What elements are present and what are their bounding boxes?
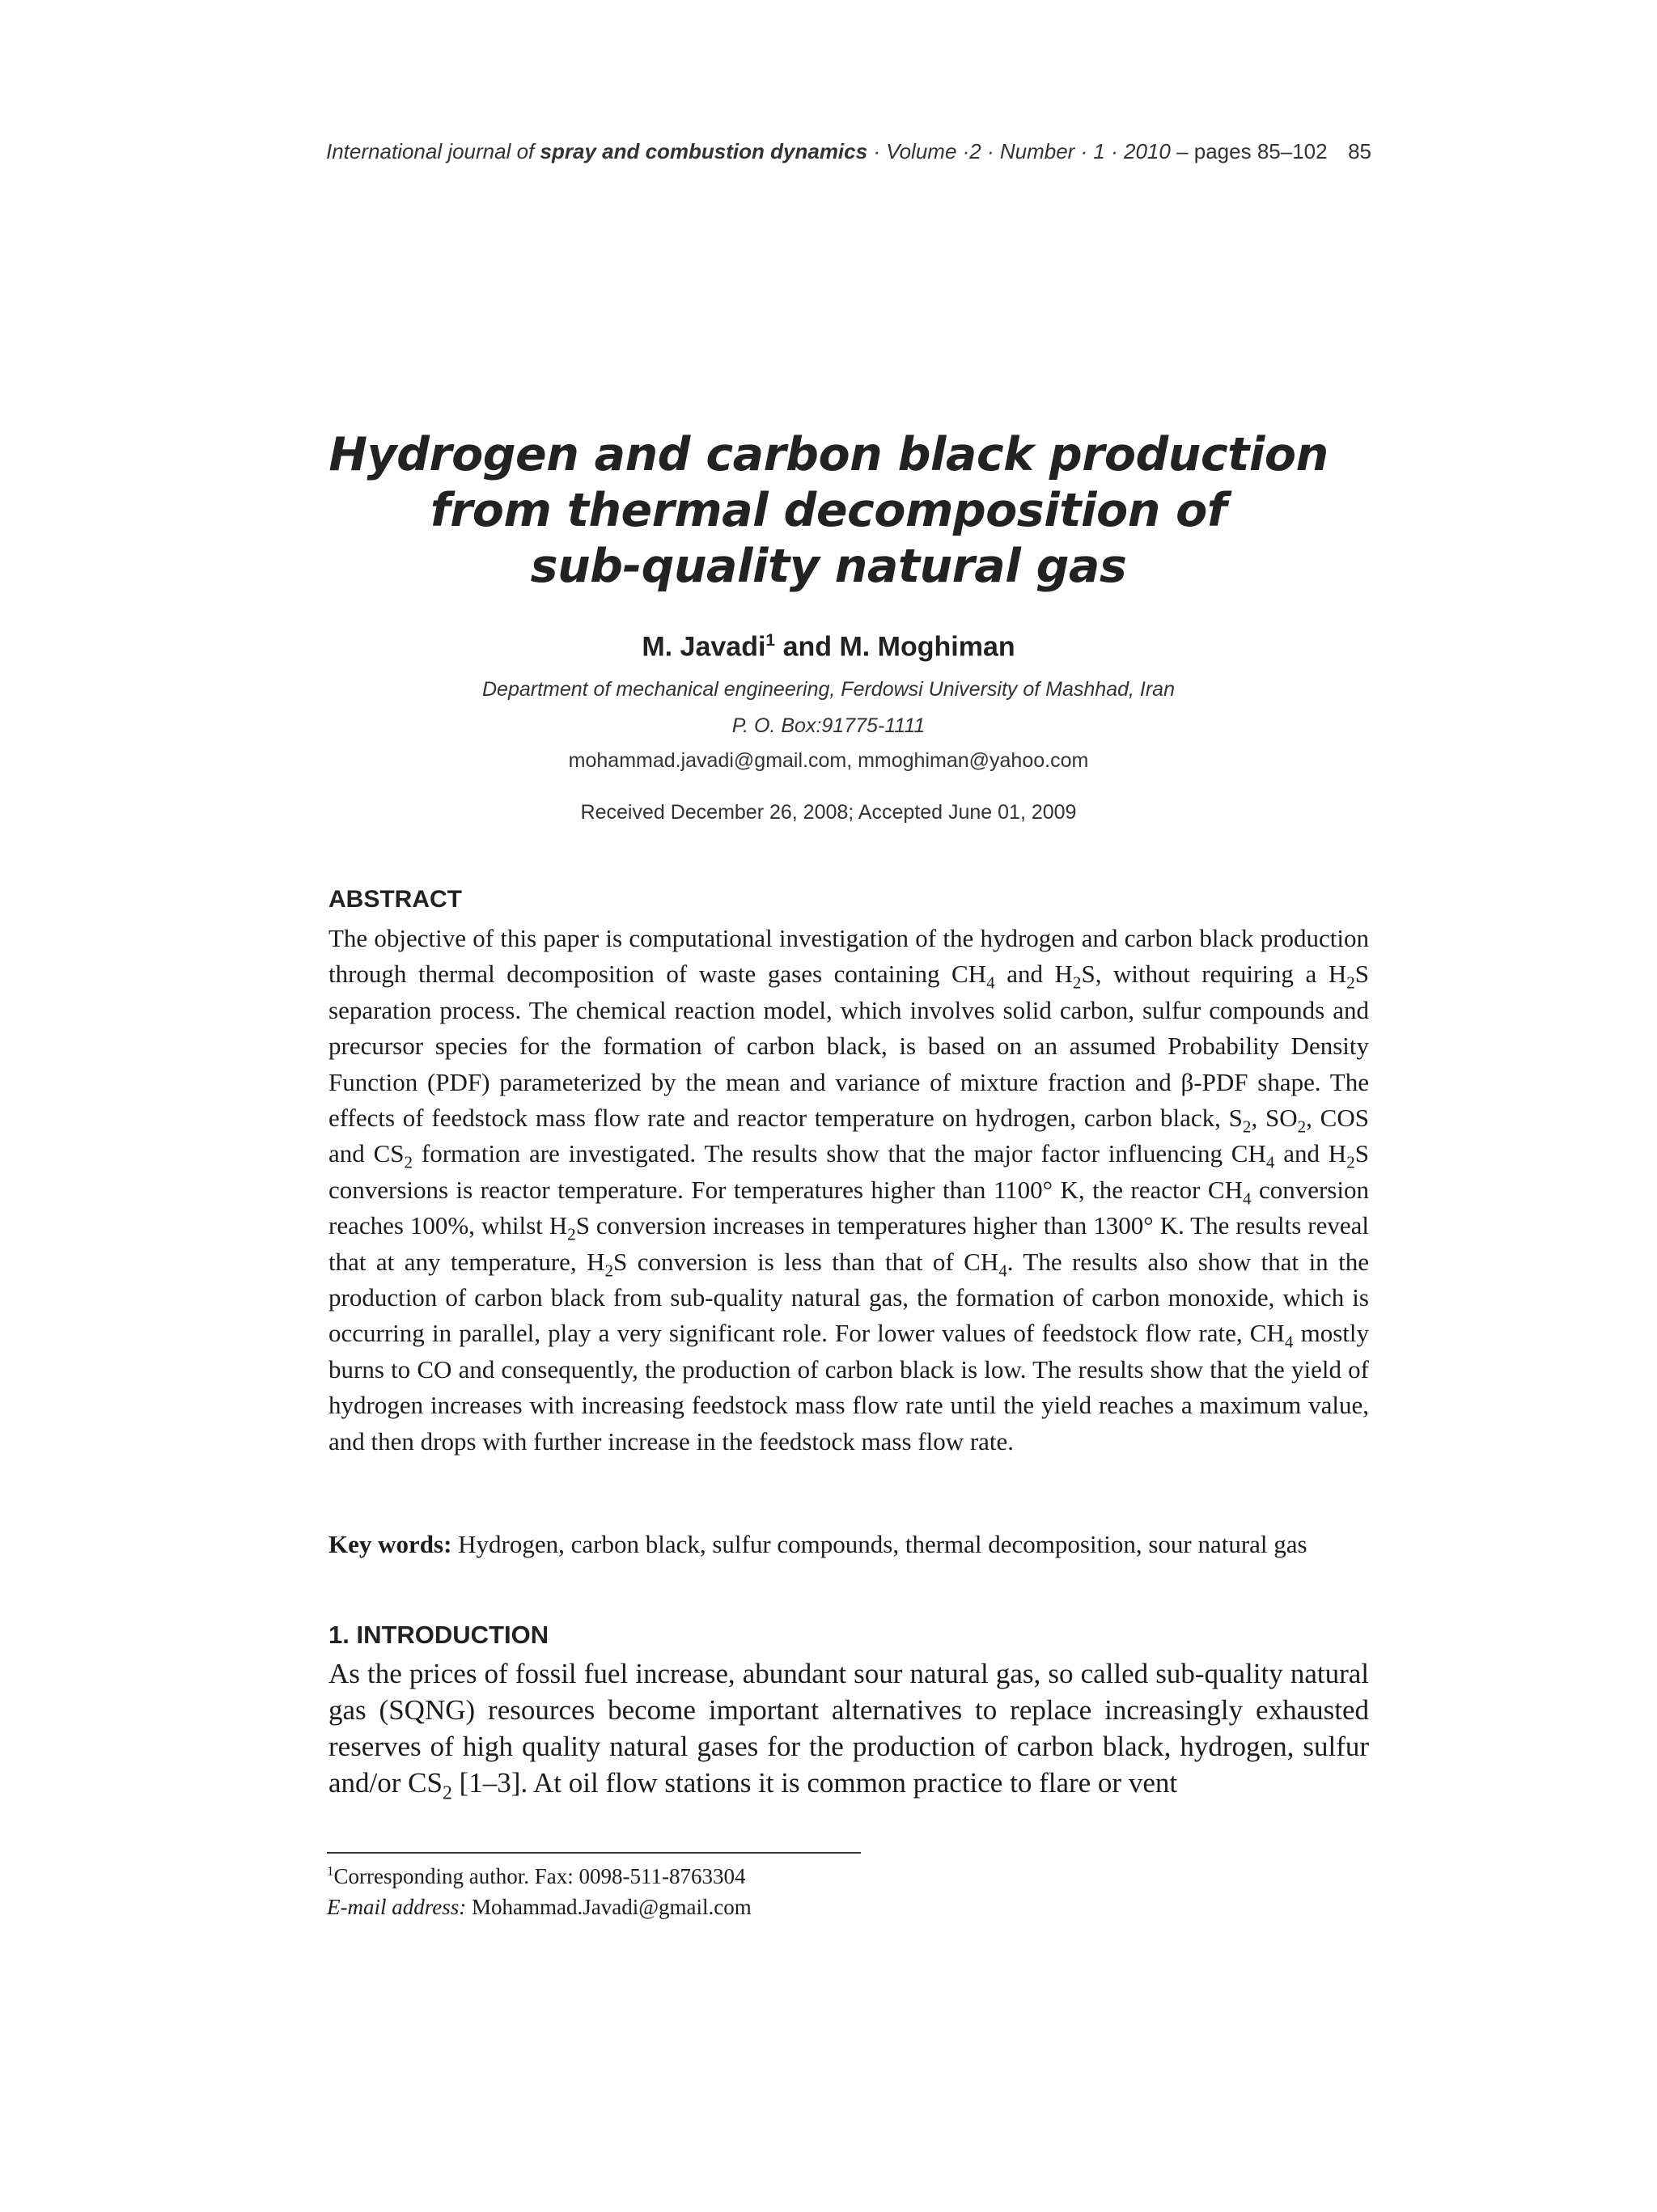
running-header [326,139,1371,172]
keywords-list: Hydrogen, carbon black, sulfur compounds, thermal decomposition, sour natural gas [458,1530,1307,1558]
affiliation-department: Department of mechanical engineering, Ferdowsi University of Mashhad, Iran [482,678,1175,701]
subscript: 4 [986,973,995,993]
paper-title [243,427,1414,595]
footnote-corresponding-text: Corresponding author. Fax: 0098-511-8763304 [333,1864,746,1888]
journal-prefix: International journal of [326,139,535,163]
abstract-heading: ABSTRACT [328,886,462,913]
subscript: 4 [1284,1332,1294,1352]
subscript: 4 [998,1261,1007,1281]
subscript: 4 [1265,1152,1275,1172]
footnote-email-address: Mohammad.Javadi@gmail.com [471,1895,752,1919]
footnote-corresponding [327,1863,1055,1889]
keywords [328,1530,1372,1559]
introduction-text: As the prices of fossil fuel increase, abundant sour natural gas, so called sub-quality natural gas (SQNG) resources become important alternatives to replace increasingly exhausted reserves of high quality natural gases for the production of carbon black, hydrogen, sulfur and/or $CS_2$ [1–3]. At oil flow stations it is common practice to flare or vent [328,1658,1369,1804]
subscript: 2 [1346,973,1355,993]
footnote-email [327,1895,1055,1920]
authors [243,631,1414,663]
subscript: 4 [1242,1189,1252,1209]
subscript: 2 [442,1782,452,1804]
subscript: 2 [1297,1117,1307,1137]
subscript: 2 [1242,1117,1252,1137]
author-emails: mohammad.javadi@gmail.com, mmoghiman@yahoo.com [568,749,1089,772]
page-number: 85 [1348,139,1371,163]
footnote-rule [327,1852,861,1854]
subscript: 2 [1072,973,1082,993]
author-first: M. Javadi [642,631,766,663]
footnote-marker: 1 [327,1863,334,1879]
author-rest: and M. Moghiman [782,631,1015,663]
footnote-email-label: E-mail address: [327,1895,467,1919]
journal-name: spray and combustion dynamics [540,139,868,163]
title-line: sub-quality natural gas [530,540,1127,593]
keywords-label: Key words: [328,1530,452,1558]
affiliation-pobox: P. O. Box:91775-1111 [731,714,926,737]
journal-pages: – pages 85–102 [1176,139,1328,163]
author-marker: 1 [765,631,776,650]
title-line: from thermal decomposition of [430,484,1227,537]
subscript: 2 [604,1261,614,1281]
journal-volume: · Volume ·2 · Number · 1 · 2010 [873,139,1171,163]
subscript: 2 [1346,1152,1355,1172]
journal-citation [326,139,1328,164]
subscript: 2 [404,1152,413,1172]
received-dates: Received December 26, 2008; Accepted June 01, 2009 [580,801,1077,824]
title-line: Hydrogen and carbon black production [328,428,1329,481]
introduction-heading: 1. INTRODUCTION [328,1621,549,1649]
subscript: 2 [567,1224,576,1244]
abstract-text: The objective of this paper is computational investigation of the hydrogen and carbon black production through thermal decomposition of waste gases containing $CH_4$ and $H_2S$, without requiring a $H_2S$ separation process. The chemical reaction model, which involves solid carbon, sulfur compounds and precursor species for the formation of carbon black, is based on an assumed Probability Density Function (PDF) parameterized by the mean and variance of mixture fraction and β-PDF shape. The effects of feedstock mass flow rate and reactor temperature on hydrogen, carbon black, $S_2$, $SO_2$, COS and $CS_2$ formation are investigated. The results show that the major factor influencing $CH_4$ and $H_2S$ conversions is reactor temperature. For temperatures higher than 1100° K, the reactor $CH_4$ conversion reaches 100%, whilst $H_2S$ conversion increases in temperatures higher than 1300° K. The results reveal that at any temperature, $H_2S$ conversion is less than that of $CH_4$. The results also show that in the production of carbon black from sub-quality natural gas, the formation of carbon monoxide, which is occurring in parallel, play a very significant role. For lower values of feedstock flow rate, $CH_4$ mostly burns to CO and consequently, the production of carbon black is low. The results show that the yield of hydrogen increases with increasing feedstock mass flow rate until the yield reaches a maximum value, and then drops with further increase in the feedstock mass flow rate. [328,924,1369,1456]
